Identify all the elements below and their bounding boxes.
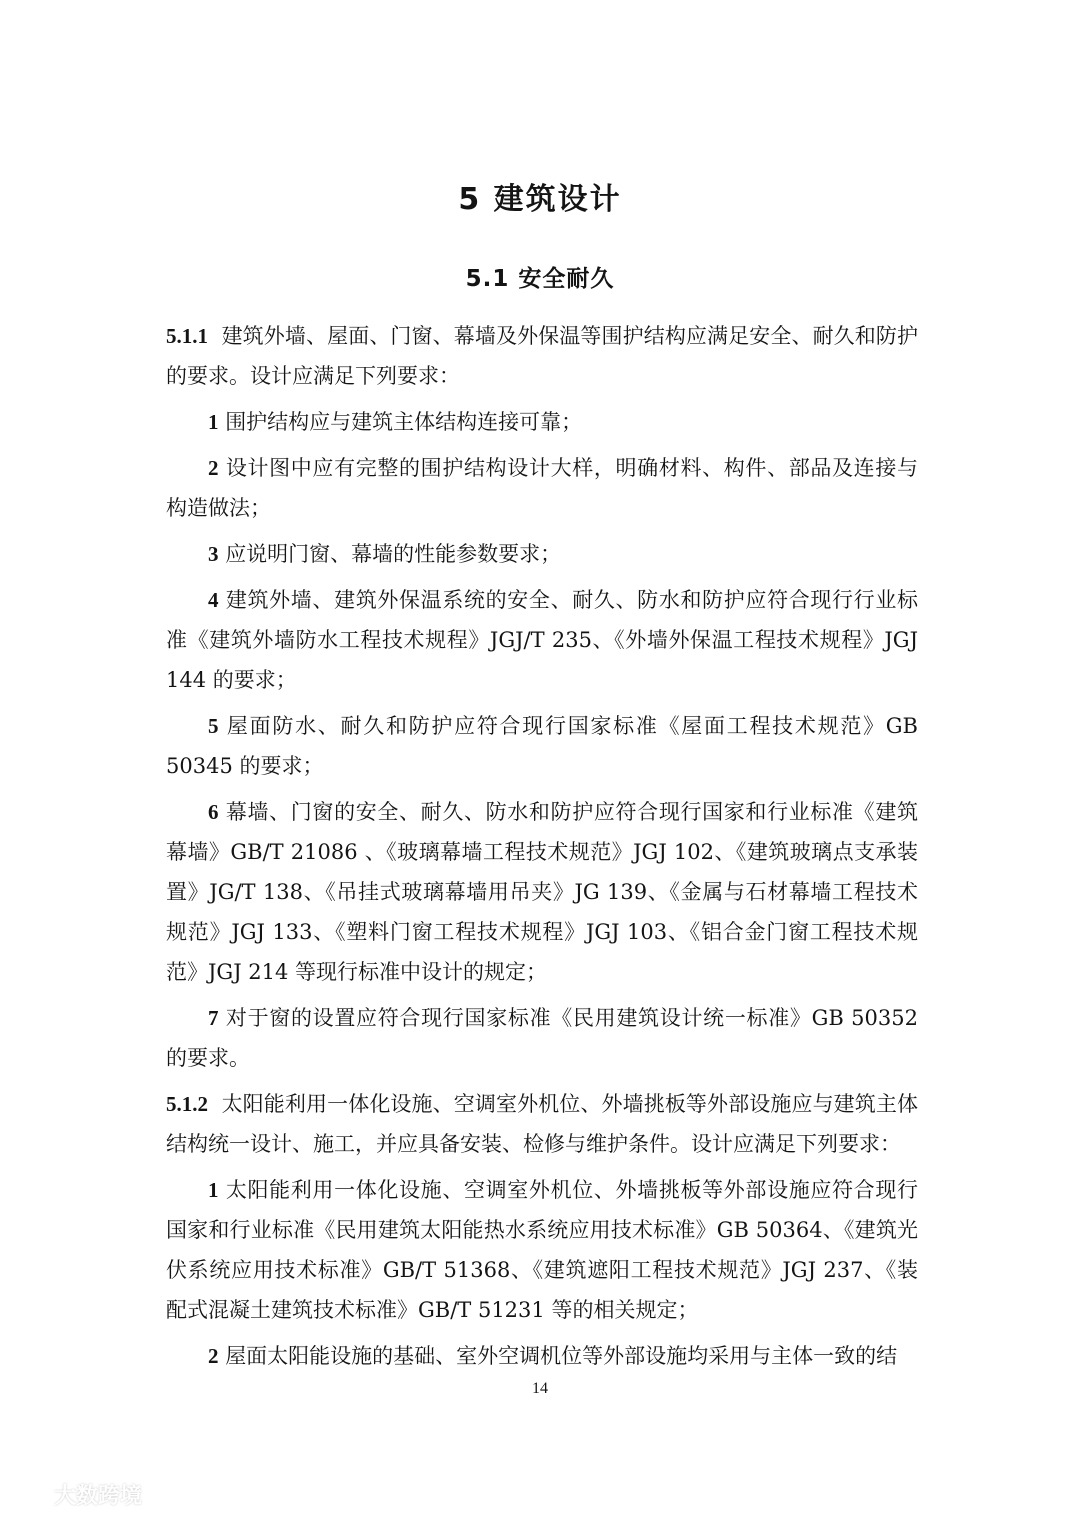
clause-number: 5.1.2	[166, 1092, 208, 1116]
watermark-logo-icon	[6, 1481, 48, 1507]
page-number: 14	[532, 1380, 548, 1397]
item-number: 1	[208, 410, 219, 434]
item-number: 1	[208, 1178, 219, 1202]
watermark-text: 大数跨境	[54, 1483, 143, 1509]
item-number: 4	[208, 588, 219, 612]
clause-text: 建筑外墙、屋面、门窗、幕墙及外保温等围护结构应满足安全、耐久和防护的要求。设计应满足下列要求：	[166, 324, 919, 388]
list-item	[166, 580, 918, 700]
item-number: 7	[208, 1006, 219, 1030]
item-text: 屋面太阳能设施的基础、室外空调机位等外部设施均采用与主体一致的结	[225, 1344, 898, 1368]
item-text: 建筑外墙、建筑外保温系统的安全、耐久、防水和防护应符合现行行业标准《建筑外墙防水工程技术规程》JGJ/T 235、《外墙外保温工程技术规程》JGJ 144 的要求；	[166, 588, 918, 692]
item-number: 5	[208, 714, 219, 738]
clause-5-1-1	[166, 316, 918, 396]
item-number: 6	[208, 800, 219, 824]
watermark	[6, 1474, 142, 1514]
item-text: 太阳能利用一体化设施、空调室外机位、外墙挑板等外部设施应符合现行国家和行业标准《民用建筑太阳能热水系统应用技术标准》GB 50364、《建筑光伏系统应用技术标准》GB/T 51368、《建筑遮阳工程技术规范》JGJ 237、《装配式混凝土建筑技术标准》GB/T 51231 等的相关规定；	[166, 1178, 918, 1322]
item-text: 应说明门窗、幕墙的性能参数要求；	[225, 542, 562, 566]
list-item	[166, 1170, 918, 1330]
list-item	[166, 706, 918, 786]
list-item	[166, 792, 918, 992]
section-title: 5.1 安全耐久	[465, 266, 615, 292]
clause-5-1-2	[166, 1084, 918, 1164]
clause-text: 太阳能利用一体化设施、空调室外机位、外墙挑板等外部设施应与建筑主体结构统一设计、施工，并应具备安装、检修与维护条件。设计应满足下列要求：	[166, 1092, 919, 1156]
item-text: 屋面防水、耐久和防护应符合现行国家标准《屋面工程技术规范》GB 50345 的要求；	[166, 714, 918, 778]
list-item	[166, 1336, 918, 1376]
list-item	[166, 448, 918, 528]
item-text: 对于窗的设置应符合现行国家标准《民用建筑设计统一标准》GB 50352 的要求。	[166, 1006, 918, 1070]
item-number: 2	[208, 1344, 219, 1368]
item-text: 幕墙、门窗的安全、耐久、防水和防护应符合现行国家和行业标准《建筑幕墙》GB/T 21086 、《玻璃幕墙工程技术规范》JGJ 102、《建筑玻璃点支承装置》JG/T 138、《吊挂式玻璃幕墙用吊夹》JG 139、《金属与石材幕墙工程技术规范》JGJ 133、《塑料门窗工程技术规程》JGJ 103、《铝合金门窗工程技术规范》JGJ 214 等现行标准中设计的规定；	[166, 800, 918, 984]
list-item	[166, 402, 918, 442]
item-number: 3	[208, 542, 219, 566]
item-text: 设计图中应有完整的围护结构设计大样，明确材料、构件、部品及连接与构造做法；	[166, 456, 918, 520]
list-item	[166, 998, 918, 1078]
item-number: 2	[208, 456, 219, 480]
item-text: 围护结构应与建筑主体结构连接可靠；	[225, 410, 583, 434]
clause-number: 5.1.1	[166, 324, 208, 348]
list-item	[166, 534, 918, 574]
chapter-title: 5 建筑设计	[458, 182, 622, 217]
document-body	[166, 316, 918, 1382]
